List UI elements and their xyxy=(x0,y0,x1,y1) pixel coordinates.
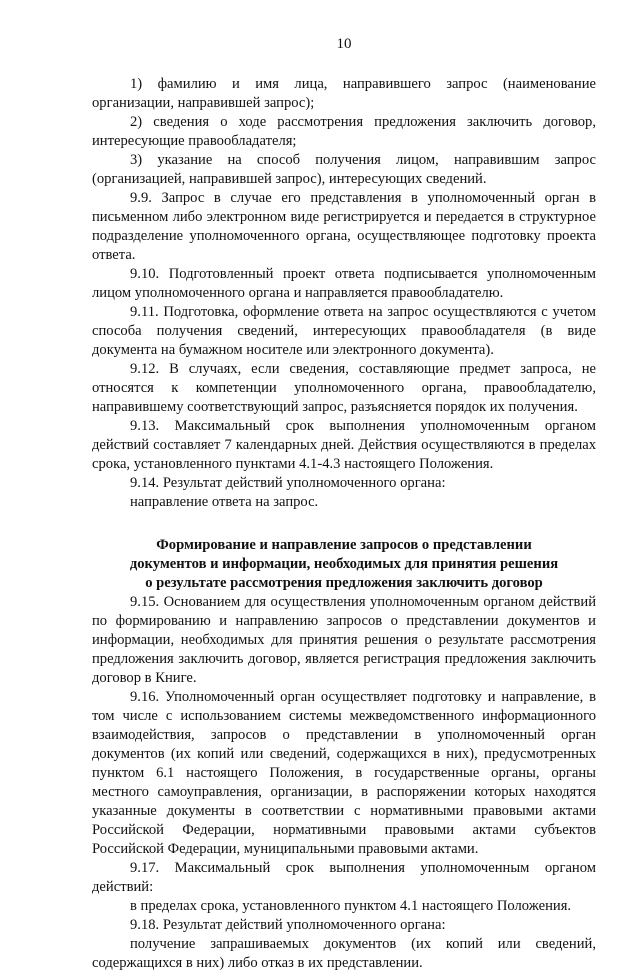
paragraph-item-3: 3) указание на способ получения лицом, направившим запрос (организацией, направившей запрос), интересующих сведений. xyxy=(92,152,596,187)
paragraph-9-14: 9.14. Результат действий уполномоченного органа: xyxy=(130,475,446,491)
paragraph-9-13: 9.13. Максимальный срок выполнения уполномоченным органом действий составляет 7 календарных дней. Действия осуществляются в пределах срока, установленного пунктами 4.1-4.3 настоящего Положения. xyxy=(92,418,596,472)
paragraph-9-12: 9.12. В случаях, если сведения, составляющие предмет запроса, не относятся к компетенции уполномоченного органа, правообладателю, направившему соответствующий запрос, разъясняется порядок их получения. xyxy=(92,361,596,415)
result-line-9-18: получение запрашиваемых документов (их копий или сведений, содержащихся в них) либо отказ в их представлении. xyxy=(92,936,596,971)
section-heading-line-1: Формирование и направление запросов о представлении xyxy=(156,537,532,553)
section-heading-line-2: документов и информации, необходимых для принятия решения xyxy=(129,556,559,572)
section-heading xyxy=(92,536,596,593)
paragraph-9-18: 9.18. Результат действий уполномоченного органа: xyxy=(130,917,446,933)
paragraph-9-9: 9.9. Запрос в случае его представления в уполномоченный орган в письменном либо электронном виде регистрируется и передается в структурное подразделение уполномоченного органа, осуществляющее подготовку проекта ответа. xyxy=(92,190,596,263)
section-heading-line-3: о результате рассмотрения предложения заключить договор xyxy=(145,575,543,591)
paragraph-9-17: 9.17. Максимальный срок выполнения уполномоченным органом действий: xyxy=(92,860,596,895)
result-line-9-14: направление ответа на запрос. xyxy=(130,494,319,510)
term-line-9-17: в пределах срока, установленного пунктом 4.1 настоящего Положения. xyxy=(130,898,572,914)
paragraph-item-1: 1) фамилию и имя лица, направившего запрос (наименование организации, направившей запрос); xyxy=(92,76,596,111)
paragraph-9-16: 9.16. Уполномоченный орган осуществляет подготовку и направление, в том числе с использованием системы межведомственного информационного взаимодействия, запросов о представлении в уполномоченный орган документов (их копий или сведений, содержащихся в них), предусмотренных пунктом 6.1 настоящего Положения, в государственные органы, органы местного самоуправления, организации, в распоряжении которых находятся указанные документы в соответствии с нормативными правовыми актами Российской Федерации, нормативными правовыми актами субъектов Российской Федерации, муниципальными правовыми актами. xyxy=(92,689,596,857)
paragraph-9-10: 9.10. Подготовленный проект ответа подписывается уполномоченным лицом уполномоченного органа и направляется правообладателю. xyxy=(92,266,596,301)
paragraph-item-2: 2) сведения о ходе рассмотрения предложения заключить договор, интересующие правообладателя; xyxy=(92,114,596,149)
page-number: 10 xyxy=(336,36,352,52)
paragraph-9-15: 9.15. Основанием для осуществления уполномоченным органом действий по формированию и направлению запросов о представлении документов и информации, необходимых для принятия решения о результате рассмотрения предложения заключить договор, является регистрация предложения заключить договор в Книге. xyxy=(92,594,596,686)
paragraph-9-11: 9.11. Подготовка, оформление ответа на запрос осуществляются с учетом способа получения сведений, интересующих правообладателя (в виде документа на бумажном носителе или электронного документа). xyxy=(92,304,596,358)
